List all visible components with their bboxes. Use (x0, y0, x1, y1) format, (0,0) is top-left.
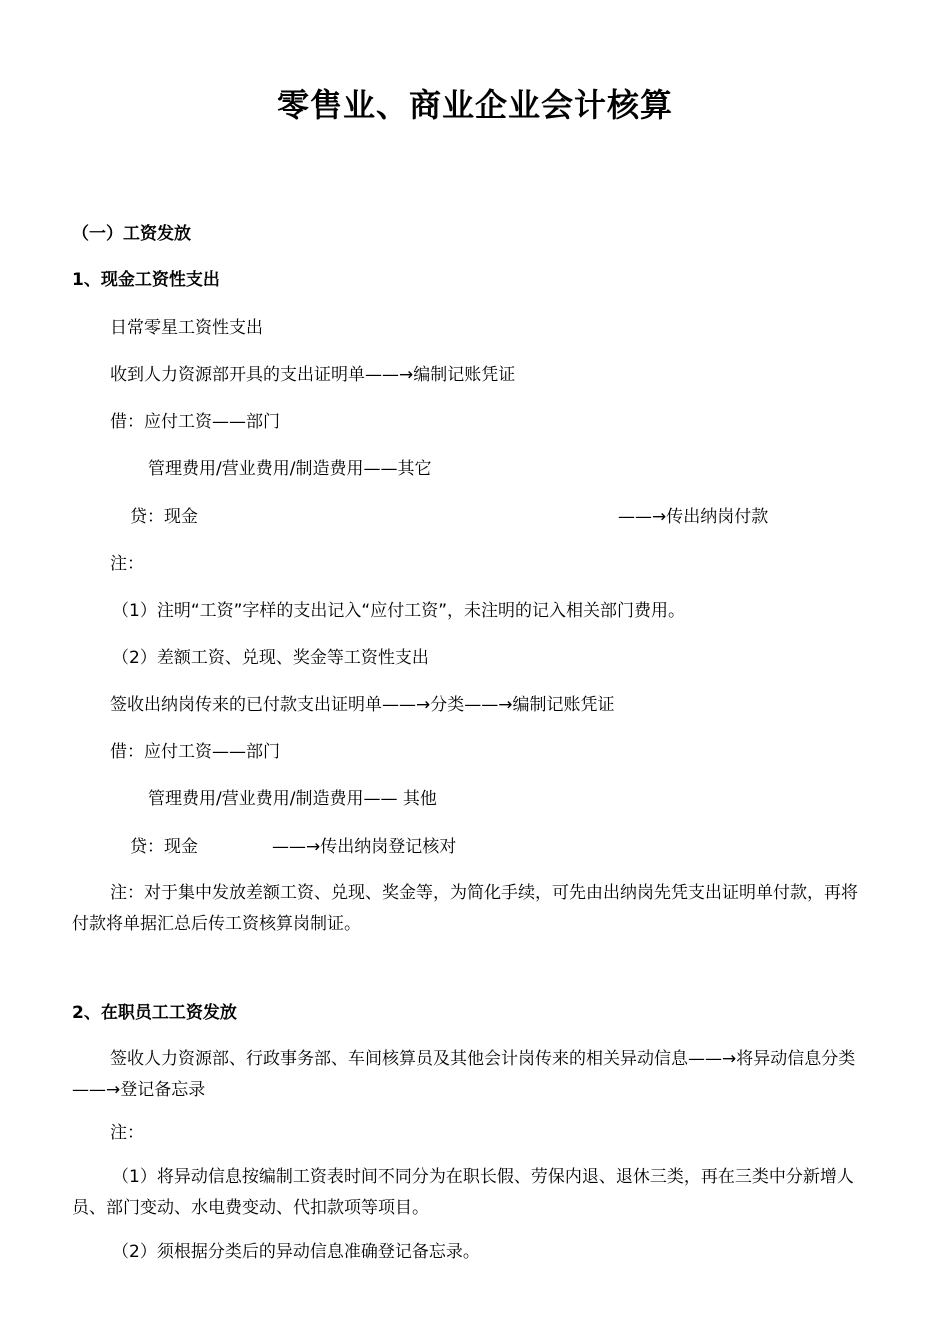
credit-note: ——→传出纳岗付款 (618, 507, 769, 527)
note-label: 注： (110, 1123, 144, 1143)
section-heading-1: （一）工资发放 (72, 224, 191, 244)
credit-line: 贷：现金 (130, 837, 198, 857)
sub-heading-2: 2、在职员工工资发放 (72, 1003, 237, 1023)
body-paragraph: 签收人力资源部、行政事务部、车间核算员及其他会计岗传来的相关异动信息——→将异动信息分类——→登记备忘录 (72, 1049, 856, 1100)
debit-line-2: 管理费用/营业费用/制造费用—— 其他 (148, 789, 437, 809)
note-paragraph: （1）将异动信息按编制工资表时间不同分为在职长假、劳保内退、退休三类，再在三类中分新增人员、部门变动、水电费变动、代扣款项等项目。 (72, 1167, 854, 1218)
text-line: 日常零星工资性支出 (110, 318, 263, 338)
note-item-2: （2）差额工资、兑现、奖金等工资性支出 (112, 648, 429, 668)
sub-heading-1: 1、现金工资性支出 (72, 270, 220, 290)
debit-line: 借：应付工资——部门 (110, 742, 280, 762)
doc-title: 零售业、商业企业会计核算 (276, 86, 673, 124)
text-line: 签收出纳岗传来的已付款支出证明单——→分类——→编制记账凭证 (110, 695, 615, 715)
note-item-1: （1）注明“工资”字样的支出记入“应付工资”，未注明的记入相关部门费用。 (112, 601, 686, 621)
debit-line-2: 管理费用/营业费用/制造费用——其它 (148, 459, 432, 479)
note-item-2: （2）须根据分类后的异动信息准确登记备忘录。 (112, 1242, 480, 1262)
debit-line: 借：应付工资——部门 (110, 412, 280, 432)
credit-note: ——→传出纳岗登记核对 (272, 837, 457, 857)
note-label: 注： (110, 554, 144, 574)
credit-line: 贷：现金 (130, 507, 198, 527)
note-paragraph: 注：对于集中发放差额工资、兑现、奖金等，为简化手续，可先由出纳岗先凭支出证明单付款，再将付款将单据汇总后传工资核算岗制证。 (72, 883, 858, 934)
text-line: 收到人力资源部开具的支出证明单——→编制记账凭证 (110, 365, 516, 385)
